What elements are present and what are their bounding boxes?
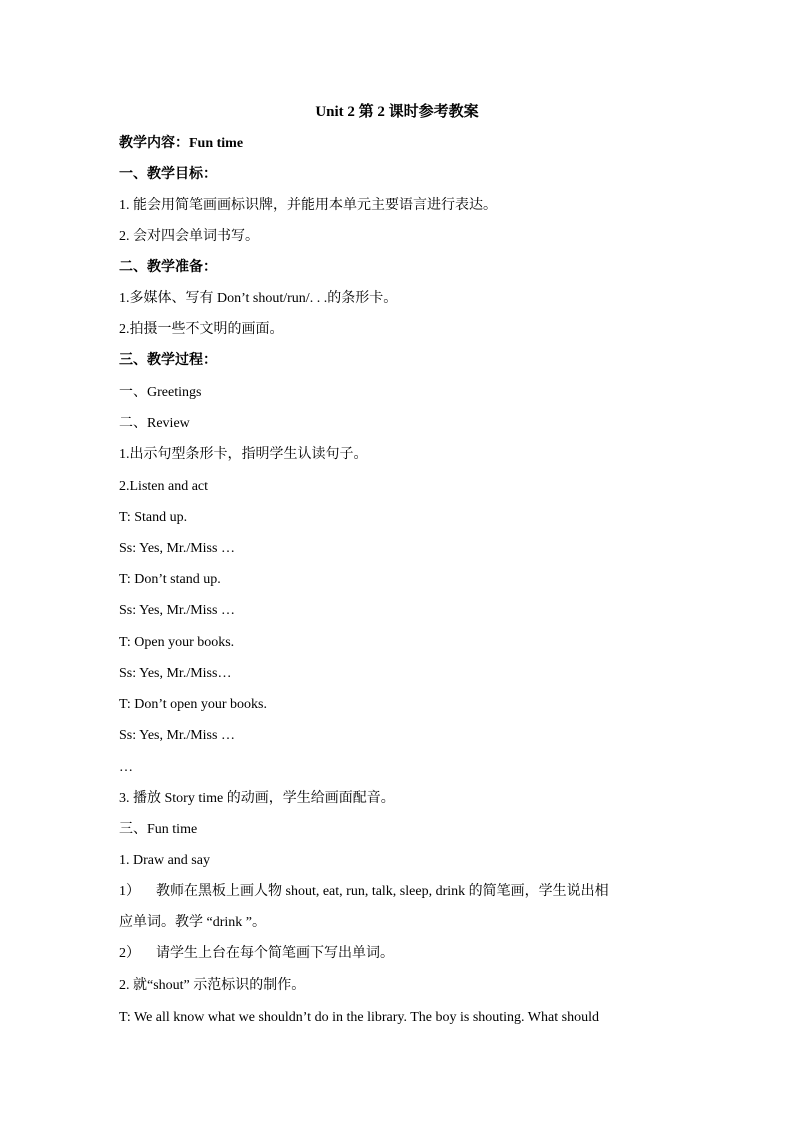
fun-subitem-1-continuation: 应单词。教学 “drink ”。 [119, 915, 266, 930]
dialogue-line: Ss: Yes, Mr./Miss … [119, 603, 235, 618]
goal-item-2: 2. 会对四会单词书写。 [119, 229, 259, 244]
review-item-3: 3. 播放 Story time 的动画，学生给画面配音。 [119, 791, 395, 806]
fun-item-1: 1. Draw and say [119, 853, 210, 868]
fun-subitem-2 [119, 944, 679, 964]
dialogue-line: Ss: Yes, Mr./Miss… [119, 666, 232, 681]
fun-item-2-dialogue: T: We all know what we shouldn’t do in the library. The boy is shouting. What should [119, 1010, 599, 1025]
prep-heading: 二、教学准备： [119, 260, 217, 275]
dialogue-line: Ss: Yes, Mr./Miss … [119, 541, 235, 556]
fun-subitem-1 [119, 882, 679, 902]
dialogue-line: T: Stand up. [119, 510, 188, 525]
prep-item-1: 1.多媒体、写有 Don’t shout/run/. . .的条形卡。 [119, 291, 398, 306]
fun-subitem-1-number: 1） [119, 884, 140, 899]
dialogue-line: T: Don’t stand up. [119, 572, 221, 587]
fun-subitem-1-text: 教师在黑板上画人物 shout, eat, run, talk, sleep, drink 的简笔画，学生说出相 [156, 884, 609, 899]
content-heading: 教学内容：Fun time [119, 136, 244, 151]
dialogue-line: T: Open your books. [119, 635, 235, 650]
fun-subitem-2-text: 请学生上台在每个简笔画下写出单词。 [156, 946, 394, 961]
review-item-1: 1.出示句型条形卡，指明学生认读句子。 [119, 447, 368, 462]
fun-item-2: 2. 就“shout” 示范标识的制作。 [119, 978, 306, 993]
dialogue-line: T: Don’t open your books. [119, 697, 267, 712]
goals-heading: 一、教学目标： [119, 167, 217, 182]
dialogue-line: Ss: Yes, Mr./Miss … [119, 728, 235, 743]
prep-item-2: 2.拍摄一些不文明的画面。 [119, 322, 284, 337]
ellipsis-line: … [119, 760, 133, 775]
step-greetings: 一、Greetings [119, 385, 202, 400]
process-heading: 三、教学过程： [119, 353, 217, 368]
document-title: Unit 2 第 2 课时参考教案 [315, 104, 479, 120]
step-funtime: 三、Fun time [119, 822, 198, 837]
review-item-2: 2.Listen and act [119, 479, 209, 494]
step-review: 二、Review [119, 416, 190, 431]
fun-subitem-2-number: 2） [119, 946, 140, 961]
goal-item-1: 1. 能会用简笔画画标识牌，并能用本单元主要语言进行表达。 [119, 198, 497, 213]
